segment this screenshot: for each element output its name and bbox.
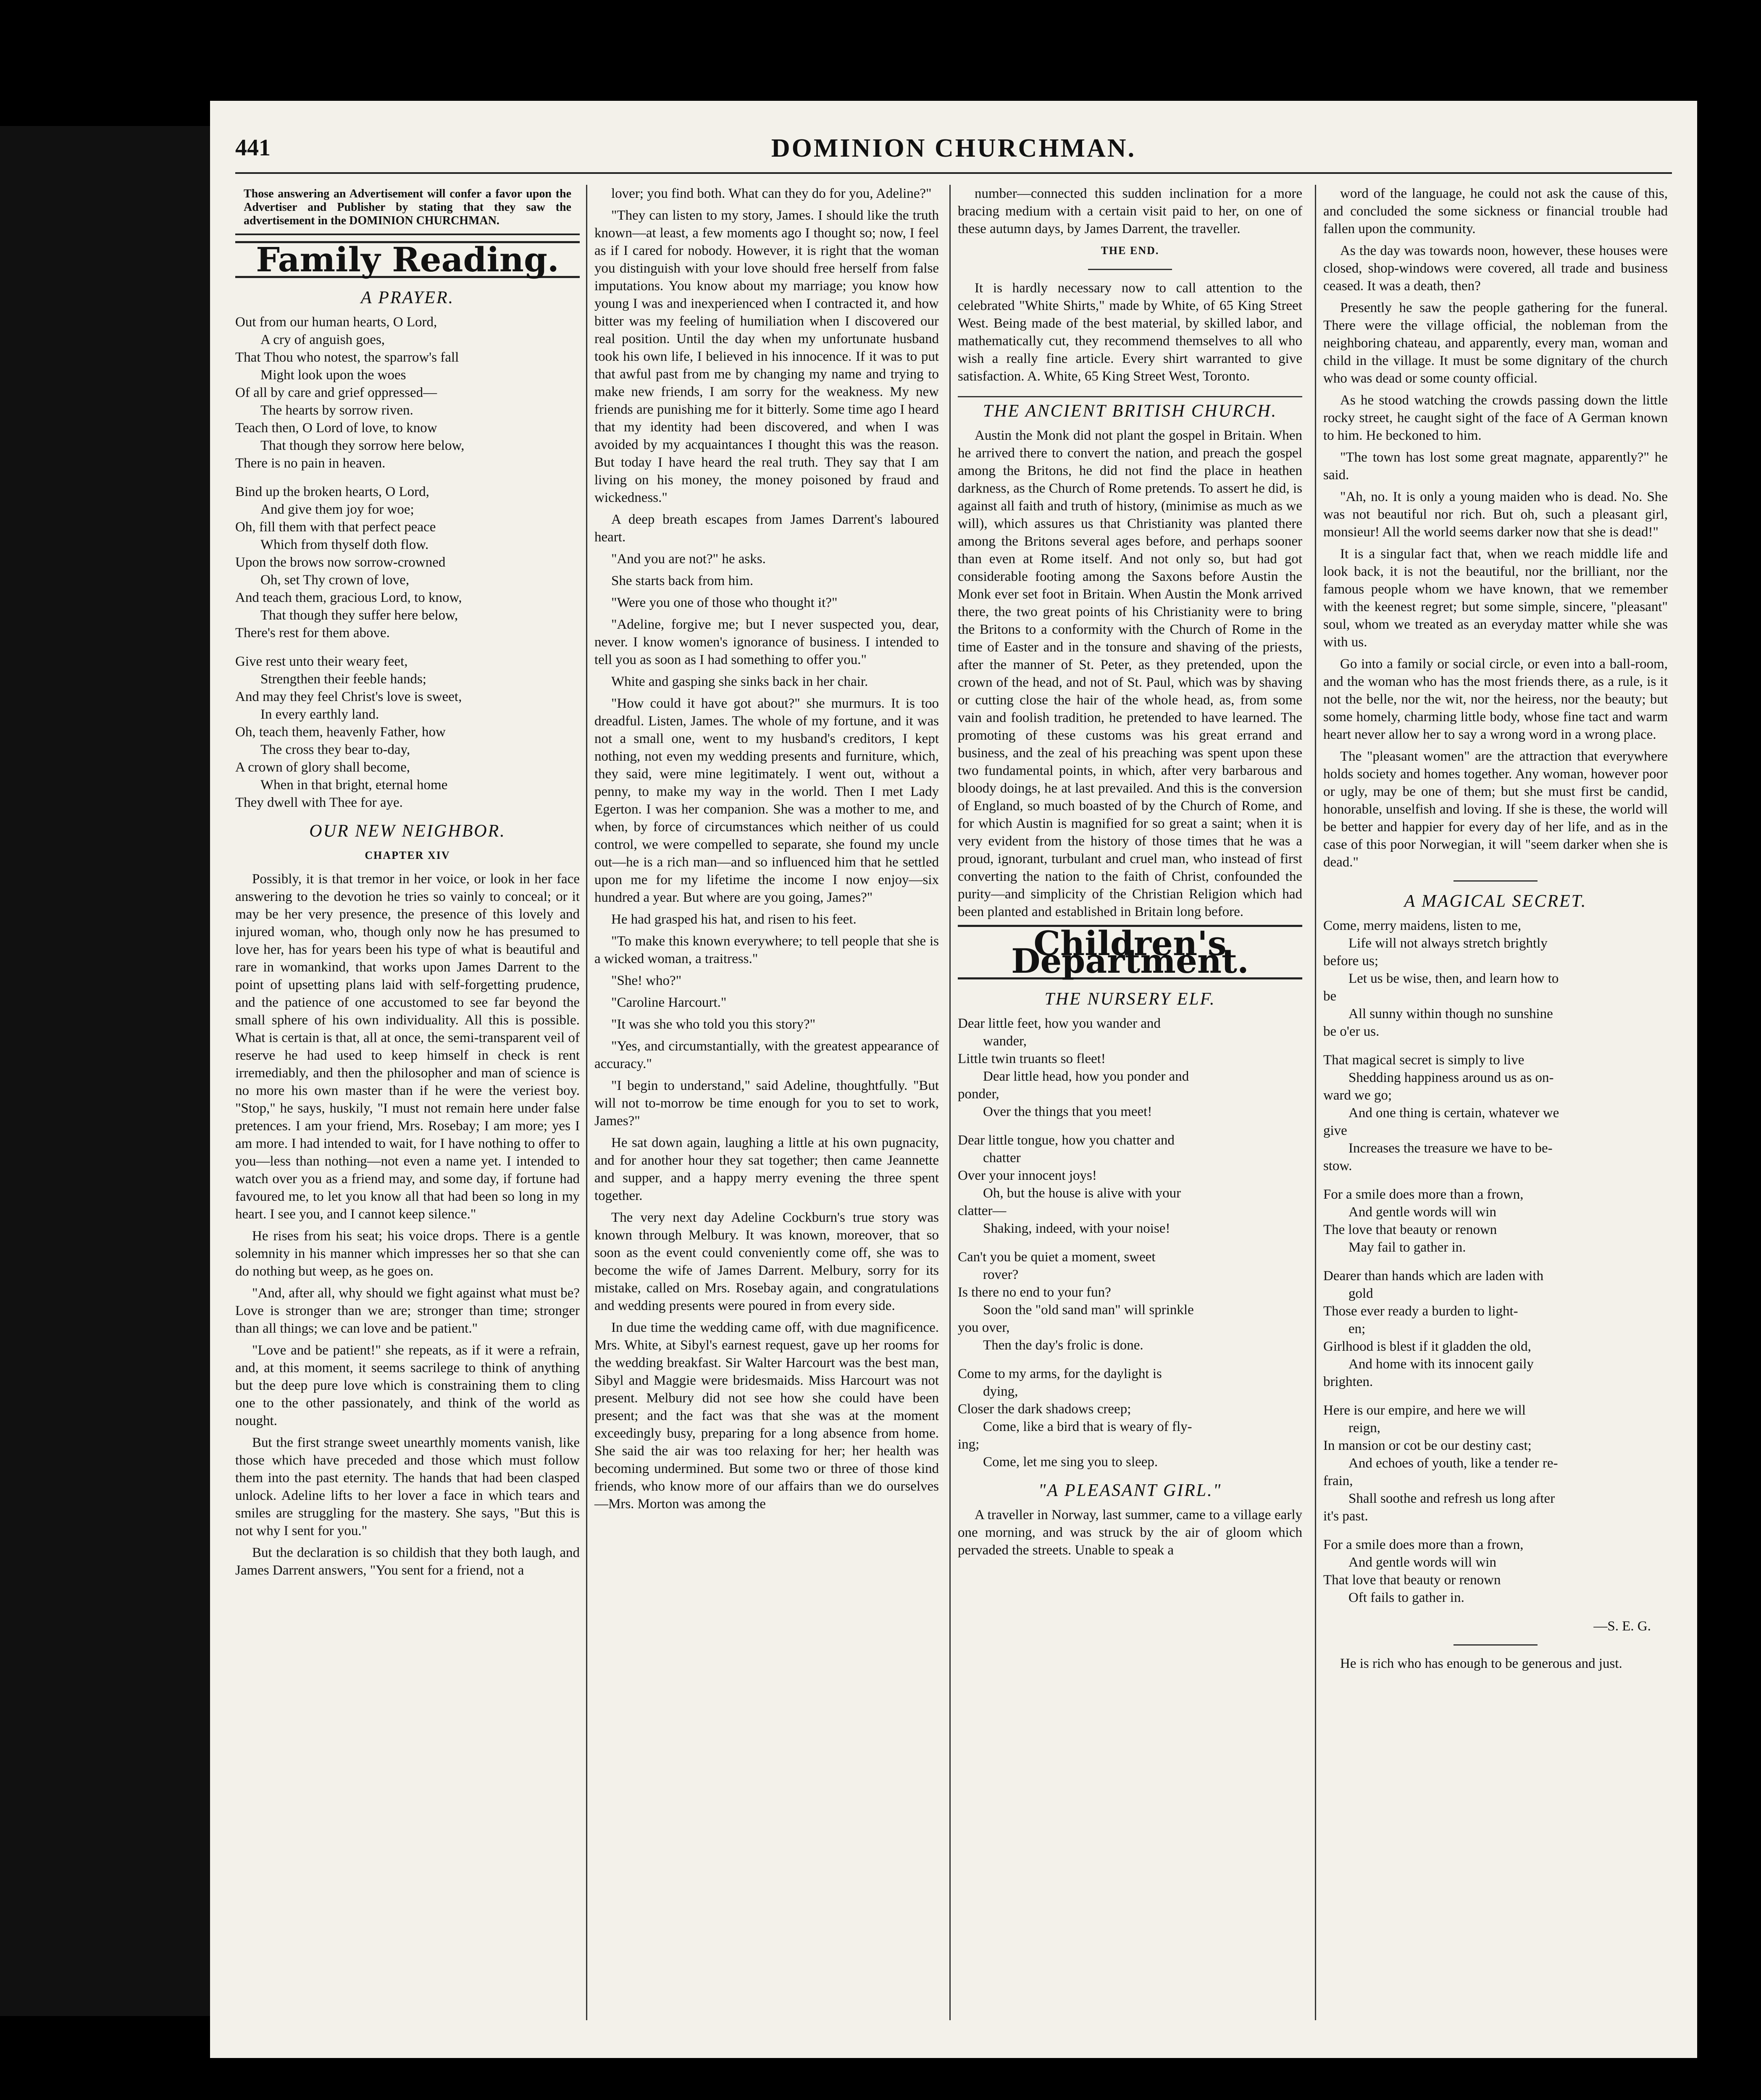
paragraph: The very next day Adeline Cockburn's true story was known through Melbury. It was known, moreover, that so soon as the event could conveniently come off, she was to become the wife of James Darrent. Melbury, sorry for its mistake, called on Mrs. Rosebay again, and congratulations and wedding presents were poured in from every side.: [594, 1210, 939, 1313]
poem-line: A cry of anguish goes,: [260, 332, 385, 347]
poem-line: brighten.: [1323, 1374, 1373, 1389]
poem-magical-secret: [1323, 917, 1668, 1606]
divider: [1088, 269, 1172, 270]
poem-line: In mansion or cot be our destiny cast;: [1323, 1438, 1532, 1453]
poem-line: And one thing is certain, whatever we: [1348, 1105, 1559, 1121]
poem-line: be o'er us.: [1323, 1024, 1380, 1039]
section-banner-childrens-department: Children's Department.: [958, 925, 1302, 979]
paragraph: "To make this known everywhere; to tell people that she is a wicked woman, a traitress.": [594, 934, 939, 966]
poem-title: A MAGICAL SECRET.: [1404, 892, 1587, 911]
poem-line: And echoes of youth, like a tender re-: [1348, 1456, 1558, 1471]
poem-line: Come, let me sing you to sleep.: [983, 1454, 1158, 1470]
paragraph: "She! who?": [611, 973, 682, 988]
poem-a-prayer: [235, 313, 580, 811]
story-text: [235, 870, 580, 1579]
poem-line: That Thou who notest, the sparrow's fall: [235, 350, 459, 365]
paragraph: "Ah, no. It is only a young maiden who is dead. No. She was not beautiful nor rich. But oh, such a pleasant girl, monsieur! All the world seems darker now that she is dead!": [1323, 489, 1668, 540]
paragraph: "Love and be patient!" she repeats, as if it were a refrain, and, at this moment, it seems sacrilege to think of anything but the deep pure love which is constraining them to cling one to the other passionately, and think of the world as nought.: [235, 1343, 580, 1428]
stanza: [235, 313, 580, 472]
paragraph: As the day was towards noon, however, these houses were closed, shop-windows were covered, all trade and business ceased. It was a death, then?: [1323, 243, 1668, 294]
stanza: [1323, 1267, 1668, 1391]
paragraph: "Caroline Harcourt.": [611, 995, 727, 1010]
poem-line: And home with its innocent gaily: [1348, 1357, 1534, 1372]
poem-line: Over the things that you meet!: [983, 1104, 1152, 1119]
newspaper-page: [210, 101, 1697, 2058]
column-3: [958, 185, 1302, 1563]
paragraph: Presently he saw the people gathering for the funeral. There were the village official, the nobleman from the neighboring chateau, and apparently, every man, woman and child in the village. It must be some dignitary of the church who was dead or some county official.: [1323, 300, 1668, 386]
stanza: [1323, 1186, 1668, 1256]
poem-line: Is there no end to your fun?: [958, 1285, 1111, 1300]
poem-line: Of all by care and grief oppressed—: [235, 385, 437, 400]
stanza: [958, 1248, 1302, 1354]
poem-line: Oh, but the house is alive with your: [983, 1186, 1181, 1201]
stanza: [958, 1365, 1302, 1471]
poem-line: And teach them, gracious Lord, to know,: [235, 590, 462, 605]
paragraph: But the declaration is so childish that they both laugh, and James Darrent answers, "You sent for a friend, not a: [235, 1545, 580, 1578]
paragraph: He sat down again, laughing a little at his own pugnacity, and for another hour they sat together; then came Jeannette and supper, and a happy merry evening the three spent together.: [594, 1135, 939, 1203]
paragraph: "And, after all, why should we fight against what must be? Love is stronger than we are; stronger than time; stronger than all things; we can love and be patient.": [235, 1286, 580, 1336]
paragraph: It is a singular fact that, when we reach middle life and look back, it is not the beautiful, nor the brilliant, nor the famous people whom we have known, that we remember with the keenest regret; but some simple, sincere, "pleasant" soul, whom we treated as an everyday matter while she was with us.: [1323, 546, 1668, 650]
poem-line: Shaking, indeed, with your noise!: [983, 1221, 1170, 1236]
poem-line: And gentle words will win: [1348, 1555, 1496, 1570]
poem-line: Oh, fill them with that perfect peace: [235, 520, 436, 535]
poem-line: That though they suffer here below,: [260, 608, 458, 623]
poem-line: Girlhood is blest if it gladden the old,: [1323, 1339, 1531, 1354]
poem-nursery-elf: [958, 1015, 1302, 1471]
poem-line: When in that bright, eternal home: [260, 777, 448, 793]
paragraph: "They can listen to my story, James. I should like the truth known—at least, a few moments ago I thought so; now, I feel as if I cared for nobody. However, it is right that the woman you distinguish with your love should free herself from false imputations. You know about my marriage; you know how young I was and inexperienced when I contracted it, and how bitter was my feeling of humiliation when I discovered our real position. Until the day when my unfortunate husband took his own life, I believed in his innocence. If it was to put that awful past from me by changing my name and trying to make new friends, I am sorry for the weakness. My new friends are punishing me for it bitterly. Some time ago I heard that my identity had been discovered, and when I was avoided by my acquaintances I thought this was the reason. But today I have heard the real truth. They say that I am living on his money, the money poisoned by fraud and wickedness.": [594, 208, 939, 505]
chapter-heading: CHAPTER XIV: [365, 849, 450, 861]
the-end-label: THE END.: [1101, 244, 1159, 257]
poem-line: Dear little feet, how you wander and: [958, 1016, 1161, 1031]
poem-line: Dear little head, how you ponder and: [983, 1069, 1189, 1084]
poem-line: Dear little tongue, how you chatter and: [958, 1133, 1175, 1148]
paragraph: The "pleasant women" are the attraction that everywhere holds society and homes together. Any woman, however poor or ugly, may be one of them; but she must first be candid, honorable, unselfish and loving. If she is these, the world will be better and happier for every day of her life, and as in the case of this poor Norwegian, it will "seem darker when she is dead.": [1323, 749, 1668, 870]
column-rule: [586, 185, 587, 2020]
poem-line: Which from thyself doth flow.: [260, 537, 429, 552]
column-rule: [1315, 185, 1316, 2020]
poem-line: That magical secret is simply to live: [1323, 1053, 1524, 1068]
paragraph: Go into a family or social circle, or even into a ball-room, and the woman who has the most friends there, as a rule, is it not the belle, nor the wit, nor the heiress, nor the beauty; but some homely, charming little body, whose fine tact and warm heart never allow her to say a wrong word in a wrong place.: [1323, 656, 1668, 742]
poem-line: Shall soothe and refresh us long after: [1348, 1491, 1555, 1506]
poem-line: Then the day's frolic is done.: [983, 1338, 1143, 1353]
poem-line: All sunny within though no sunshine: [1348, 1006, 1553, 1021]
running-title: DOMINION CHURCHMAN.: [771, 134, 1136, 163]
paragraph: "I begin to understand," said Adeline, thoughtfully. "But will not to-morrow be time enough for you to set to work, James?": [594, 1078, 939, 1129]
poem-line: Teach then, O Lord of love, to know: [235, 420, 437, 436]
poem-line: clatter—: [958, 1203, 1007, 1218]
poem-line: A crown of glory shall become,: [235, 760, 410, 775]
divider: [1453, 1644, 1538, 1646]
poem-line: it's past.: [1323, 1509, 1368, 1524]
poem-line: There's rest for them above.: [235, 625, 390, 640]
poem-signature: —S. E. G.: [1593, 1619, 1651, 1634]
divider: [1453, 880, 1538, 882]
stanza: [958, 1131, 1302, 1237]
paragraph: "And you are not?" he asks.: [611, 551, 766, 567]
paragraph: He had grasped his hat, and risen to his feet.: [611, 912, 857, 927]
poem-title: THE NURSERY ELF.: [1044, 990, 1216, 1009]
poem-line: dying,: [983, 1384, 1018, 1399]
poem-line: Might look upon the woes: [260, 368, 406, 383]
poem-line: May fail to gather in.: [1348, 1240, 1466, 1255]
poem-line: Come, like a bird that is weary of fly-: [983, 1419, 1192, 1434]
poem-line: be: [1323, 989, 1337, 1004]
paragraph: "Yes, and circumstantially, with the greatest appearance of accuracy.": [594, 1039, 939, 1071]
story-text-continued: [594, 185, 939, 1513]
stanza: [1323, 1051, 1668, 1175]
poem-line: Increases the treasure we have to be-: [1348, 1141, 1553, 1156]
poem-line: ponder,: [958, 1087, 999, 1102]
column-rule: [949, 185, 951, 2020]
poem-line: Can't you be quiet a moment, sweet: [958, 1250, 1156, 1265]
poem-line: That though they sorrow here below,: [260, 438, 465, 453]
poem-line: ward we go;: [1323, 1088, 1392, 1103]
poem-line: Strengthen their feeble hands;: [260, 672, 426, 687]
poem-line: That love that beauty or renown: [1323, 1572, 1501, 1588]
stanza: [1323, 1402, 1668, 1525]
poem-line: Shedding happiness around us as on-: [1348, 1070, 1554, 1085]
poem-line: stow.: [1323, 1158, 1352, 1173]
poem-line: Out from our human hearts, O Lord,: [235, 315, 437, 330]
poem-line: gold: [1348, 1286, 1373, 1301]
story-title: OUR NEW NEIGHBOR.: [309, 822, 506, 841]
poem-line: Life will not always stretch brightly: [1348, 936, 1548, 951]
poem-line: In every earthly land.: [260, 707, 379, 722]
poem-line: Come, merry maidens, listen to me,: [1323, 918, 1522, 933]
paragraph: "Were you one of those who thought it?": [611, 595, 838, 610]
article-title: THE ANCIENT BRITISH CHURCH.: [958, 396, 1302, 420]
article-text: A traveller in Norway, last summer, came to a village early one morning, and was struck by the air of gloom which pervaded the streets. Unable to speak a: [958, 1507, 1302, 1558]
poem-line: For a smile does more than a frown,: [1323, 1187, 1524, 1202]
paragraph: She starts back from him.: [611, 573, 754, 588]
poem-line: rover?: [983, 1267, 1019, 1282]
page-number: 441: [235, 135, 271, 161]
poem-line: Little twin truants so fleet!: [958, 1051, 1106, 1066]
poem-line: And gentle words will win: [1348, 1205, 1496, 1220]
poem-line: you over,: [958, 1320, 1010, 1335]
poem-line: wander,: [983, 1034, 1027, 1049]
poem-line: Over your innocent joys!: [958, 1168, 1097, 1183]
poem-line: The love that beauty or renown: [1323, 1222, 1497, 1237]
article-title: "A PLEASANT GIRL.": [1038, 1481, 1222, 1500]
poem-line: Oh, set Thy crown of love,: [260, 572, 410, 588]
stanza: [235, 483, 580, 642]
poem-line: Bind up the broken hearts, O Lord,: [235, 484, 429, 499]
paragraph: Possibly, it is that tremor in her voice, or look in her face answering to the devotion he tries so vainly to conceal; or it may be her very presence, the presence of this lovely and injured woman, who, though only now he has presumed to love her, has for years been his type of what is beautiful and rare in womankind, that works upon James Darrent to the point of upsetting plans laid with self-forgetting prudence, and the patience of one accustomed to see far beyond the small sphere of his own individuality. All this is possible. What is certain is that, all at once, the semi-transparent veil of reserve he had used to keep himself in check is rent irremediably, and then the philosopher and man of science is no more his own master than if he were the veriest boy. "Stop," he says, huskily, "I must not remain here under false pretences. I am your friend, Mrs. Rosebay; I am more; yes I am more. I had intended to wait, for I have nothing to offer to you—less than nothing—not even a name yet. I intended to watch over you as a friend may, and some day, if fortune had favoured me, to let you know all that had been so long in my heart. I see you, and I cannot keep silence.": [235, 872, 580, 1222]
poem-line: Dearer than hands which are laden with: [1323, 1268, 1544, 1284]
page-gutter-shadow: [0, 126, 210, 2016]
advertiser-notice: Those answering an Advertisement will confer a favor upon the Advertiser and Publisher by stating that they saw the advertisement in the DOMINION CHURCHMAN.: [235, 185, 580, 235]
poem-line: There is no pain in heaven.: [235, 456, 386, 471]
paragraph: In due time the wedding came off, with due magnificence. Mrs. White, at Sibyl's earnest request, gave up her rooms for the wedding breakfast. Sir Walter Harcourt was the best man, Sibyl and Maggie were bridesmaids. Miss Harcourt was not present. Melbury did not see how she could have been present; and the fact was that she was at the moment exceedingly busy, preparing for a long absence from home. She said the air was too relaxing for her; her health was becoming undermined. But some two or three of those kind friends, who know more of our affairs than we do ourselves—Mrs. Morton was among the: [594, 1320, 939, 1512]
poem-line: frain,: [1323, 1473, 1353, 1488]
paragraph: "Adeline, forgive me; but I never suspected you, dear, never. I know women's ignorance of business. I intended to tell you as soon as I had something to offer you.": [594, 617, 939, 667]
poem-line: Upon the brows now sorrow-crowned: [235, 555, 446, 570]
paragraph: But the first strange sweet unearthly moments vanish, like those which have preceded and those which must follow them into the past eternity. The hands that had been clasped unlock. Adeline lifts to her lover a face in which tears and smiles are struggling for the mastery. She says, "But this is not why I sent for you.": [235, 1435, 580, 1538]
paragraph: As he stood watching the crowds passing down the little rocky street, he caught sight of the face of A German known to him. He beckoned to him.: [1323, 393, 1668, 443]
paragraph: He rises from his seat; his voice drops. There is a gentle solemnity in his manner which impresses her so that she can do nothing but weep, as he goes on.: [235, 1228, 580, 1279]
article-text: Austin the Monk did not plant the gospel in Britain. When he arrived there to convert the nation, and preach the gospel among the Britons, he did not find the place in heathen darkness, as the Church of Rome pretends. To assert he did, is against all faith and truth of history, (minimise as much as we will), which assures us that Christianity was planted there among the Britons several ages before, and perhaps sooner than even at Rome itself. And not only so, but had got considerable footing among the Saxons before Austin the Monk ever set foot in Britain. When Austin the Monk arrived there, the two great points of his Christianity were to bring the Britons to a conformity with the Church of Rome in the time of Easter and in the tonsure and shaving of the priests, after the manner of St. Peter, as they pretended, upon the crown of the head, and not of St. Paul, which was by shaving or cutting close the hair of the whole head, as, from some vain and foolish tradition, he pretended to have learned. The promoting of these customs was his great errand and business, and the zeal of his preaching was spent upon these two fundamental points, in which, after very barbarous and bloody doings, he at last prevailed. And this is the conversion of England, so much boasted of by the Church of Rome, and for which Austin is magnified for so great a saint; when it is very evident from the history of those times that he was a proud, ignorant, turbulant and cruel man, who instead of first converting the nation to the faith of Christ, confounded the purity—and simplicity of the Christian Religion which had been planted and established in Britain long before.: [958, 428, 1302, 919]
poem-line: Come to my arms, for the daylight is: [958, 1366, 1162, 1381]
poem-title: A PRAYER.: [360, 288, 455, 307]
shirt-advertisement: It is hardly necessary now to call attention to the celebrated "White Shirts," made by White, of 65 King Street West. Being made of the best material, by skilled labor, and mathematically cut, they recommend themselves to all who wish a really fine article. Every shirt warranted to give satisfaction. A. White, 65 King Street West, Toronto.: [958, 281, 1302, 384]
poem-line: before us;: [1323, 953, 1379, 969]
poem-line: Oft fails to gather in.: [1348, 1590, 1464, 1605]
poem-line: Here is our empire, and here we will: [1323, 1403, 1526, 1418]
poem-line: The cross they bear to-day,: [260, 742, 410, 757]
poem-line: en;: [1348, 1321, 1366, 1336]
paragraph: lover; you find both. What can they do for you, Adeline?": [611, 186, 932, 201]
poem-line: Give rest unto their weary feet,: [235, 654, 408, 669]
paragraph: word of the language, he could not ask the cause of this, and concluded the some sickness or financial trouble had fallen upon the community.: [1323, 186, 1668, 236]
poem-line: Soon the "old sand man" will sprinkle: [983, 1302, 1194, 1318]
poem-line: They dwell with Thee for aye.: [235, 795, 403, 810]
stanza: [235, 653, 580, 811]
running-header: [235, 126, 1672, 174]
story-conclusion: number—connected this sudden inclination for a more bracing medium with a certain visit paid to her, on one of these autumn days, by James Darrent, the traveller.: [958, 186, 1302, 236]
poem-line: Oh, teach them, heavenly Father, how: [235, 724, 446, 740]
paragraph: White and gasping she sinks back in her chair.: [611, 674, 868, 689]
poem-line: And may they feel Christ's love is sweet,: [235, 689, 462, 704]
poem-line: The hearts by sorrow riven.: [260, 403, 413, 418]
column-2: [594, 185, 939, 1517]
poem-line: Those ever ready a burden to light-: [1323, 1304, 1518, 1319]
section-banner-family-reading: Family Reading.: [235, 241, 580, 278]
article-text-continued: [1323, 185, 1668, 871]
paragraph: "The town has lost some great magnate, apparently?" he said.: [1323, 450, 1668, 483]
poem-line: For a smile does more than a frown,: [1323, 1537, 1524, 1552]
poem-line: reign,: [1348, 1420, 1381, 1436]
column-1: [235, 185, 580, 1583]
poem-line: ing;: [958, 1437, 980, 1452]
poem-line: chatter: [983, 1150, 1021, 1166]
paragraph: "How could it have got about?" she murmurs. It is too dreadful. Listen, James. The whole of my fortune, and it was not a small one, went to my husband's creditors, I kept nothing, not even my wedding presents and furniture, which, they said, were mine legitimately. I went out, without a penny, to make my way in the world. Then I met Lady Egerton. I was her companion. She was a mother to me, and when, by force of circumstances which neither of us could control, we were compelled to separate, she found my uncle out—he is a rich man—and so influenced him that he settled upon me for my lifetime the income I now enjoy—six hundred a year. But where are you going, James?": [594, 696, 939, 905]
stanza: [1323, 917, 1668, 1040]
paragraph: "It was she who told you this story?": [611, 1017, 816, 1032]
closing-maxim: He is rich who has enough to be generous and just.: [1340, 1656, 1622, 1671]
stanza: [1323, 1536, 1668, 1606]
poem-line: Closer the dark shadows creep;: [958, 1402, 1131, 1417]
poem-line: give: [1323, 1123, 1347, 1138]
poem-line: And give them joy for woe;: [260, 502, 414, 517]
poem-line: Let us be wise, then, and learn how to: [1348, 971, 1559, 986]
paragraph: A deep breath escapes from James Darrent's laboured heart.: [594, 512, 939, 545]
column-4: [1323, 185, 1668, 1677]
stanza: [958, 1015, 1302, 1121]
